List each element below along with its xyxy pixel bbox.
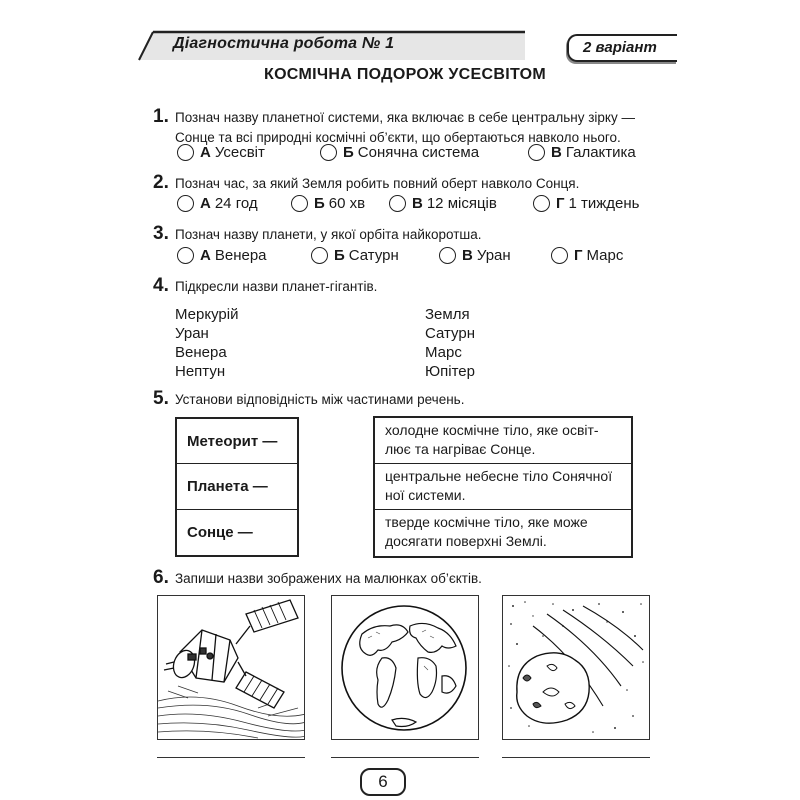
work-title: Діагностична робота № 1: [173, 35, 395, 52]
option-letter: А: [200, 195, 211, 212]
q3-option-c[interactable]: [439, 247, 511, 264]
option-letter: Г: [574, 247, 583, 264]
option-text: Уран: [476, 247, 511, 264]
planet-name[interactable]: Марс: [425, 344, 462, 361]
meteorite-icon: [503, 596, 650, 740]
q1-option-c[interactable]: [528, 144, 636, 161]
option-letter: Б: [314, 195, 325, 212]
option-text: 60 хв: [328, 195, 366, 212]
page-title: КОСМІЧНА ПОДОРОЖ УСЕСВІТОМ: [264, 66, 546, 83]
radio-circle-icon[interactable]: [311, 247, 328, 264]
planet-name[interactable]: Меркурій: [175, 306, 239, 323]
matching-right-item[interactable]: [375, 510, 631, 556]
option-letter: Б: [334, 247, 345, 264]
option-letter: А: [200, 144, 211, 161]
variant-badge: [567, 34, 677, 62]
planet-name[interactable]: Сатурн: [425, 325, 476, 342]
option-letter: А: [200, 247, 211, 264]
question-1-number: 1.: [153, 106, 169, 127]
question-2-text: Познач час, за який Земля робить повний оберт навколо Сонця.: [175, 176, 580, 191]
option-letter: Б: [343, 144, 354, 161]
option-letter: В: [551, 144, 562, 161]
question-4-number: 4.: [153, 275, 169, 296]
option-text: Венера: [214, 247, 267, 264]
matching-left-column: [175, 417, 299, 557]
radio-circle-icon[interactable]: [533, 195, 550, 212]
q1-option-b[interactable]: [320, 144, 479, 161]
planet-name[interactable]: Уран: [175, 325, 209, 342]
planet-name[interactable]: Земля: [425, 306, 470, 323]
q2-option-a[interactable]: [177, 195, 258, 212]
planet-name[interactable]: Юпітер: [425, 363, 475, 380]
option-text: Марс: [586, 247, 624, 264]
option-text: Галактика: [565, 144, 636, 161]
picture-earth: [331, 595, 479, 740]
q2-option-d[interactable]: [533, 195, 640, 212]
question-1-line-2: Сонце та всі природні космічні об’єкти, що обертаються навколо нього.: [175, 130, 621, 145]
option-letter: В: [462, 247, 473, 264]
spacecraft-icon: [158, 596, 305, 740]
matching-right-item[interactable]: [375, 464, 631, 510]
radio-circle-icon[interactable]: [177, 144, 194, 161]
radio-circle-icon[interactable]: [389, 195, 406, 212]
matching-left-item[interactable]: Планета —: [177, 464, 297, 509]
planet-name[interactable]: Венера: [175, 344, 227, 361]
q1-option-a[interactable]: [177, 144, 265, 161]
matching-left-item[interactable]: Метеорит —: [177, 419, 297, 464]
planet-name[interactable]: Нептун: [175, 363, 226, 380]
question-6-number: 6.: [153, 567, 169, 588]
question-6-text: Запиши назви зображених на малюнках об’єктів.: [175, 571, 482, 586]
picture-meteorite: [502, 595, 650, 740]
answer-line-1[interactable]: [157, 757, 305, 759]
option-text: 1 тиждень: [568, 195, 640, 212]
matching-right-column: [373, 416, 633, 558]
q3-option-a[interactable]: [177, 247, 267, 264]
matching-left-item[interactable]: Сонце —: [187, 523, 253, 541]
matching-right-line: центральне небесне тіло Сонячної: [385, 468, 613, 484]
variant-label: 2 варіант: [583, 39, 657, 56]
option-text: 12 місяців: [426, 195, 497, 212]
question-1-line-1: Познач назву планетної системи, яка включає в себе центральну зірку —: [175, 110, 635, 125]
option-letter: Г: [556, 195, 565, 212]
planet-list-left: [175, 305, 238, 381]
option-text: Усесвіт: [214, 144, 265, 161]
radio-circle-icon[interactable]: [439, 247, 456, 264]
answer-line-3[interactable]: [502, 757, 650, 759]
q3-option-b[interactable]: [311, 247, 399, 264]
option-text: 24 год: [214, 195, 258, 212]
question-3-text: Познач назву планети, у якої орбіта найкоротша.: [175, 227, 482, 242]
radio-circle-icon[interactable]: [320, 144, 337, 161]
question-2-number: 2.: [153, 172, 169, 193]
picture-spacecraft: [157, 595, 305, 740]
radio-circle-icon[interactable]: [528, 144, 545, 161]
question-5-number: 5.: [153, 388, 169, 409]
earth-globe-icon: [332, 596, 479, 740]
question-3-number: 3.: [153, 223, 169, 244]
matching-right-line: ної системи.: [385, 487, 466, 503]
question-4-text: Підкресли назви планет-гігантів.: [175, 279, 378, 294]
matching-right-line: холодне космічне тіло, яке освіт-: [385, 422, 599, 438]
option-text: Сатурн: [348, 247, 399, 264]
question-1-text: [175, 108, 635, 148]
work-title-banner: [135, 30, 525, 60]
radio-circle-icon[interactable]: [177, 247, 194, 264]
worksheet-page: [135, 22, 675, 792]
option-text: Сонячна система: [357, 144, 480, 161]
q2-option-b[interactable]: [291, 195, 365, 212]
radio-circle-icon[interactable]: [551, 247, 568, 264]
matching-right-item[interactable]: [375, 418, 631, 464]
question-5-text: Установи відповідність між частинами речень.: [175, 392, 465, 407]
radio-circle-icon[interactable]: [177, 195, 194, 212]
page-number: 6: [360, 768, 406, 796]
option-letter: В: [412, 195, 423, 212]
q3-option-d[interactable]: [551, 247, 623, 264]
radio-circle-icon[interactable]: [291, 195, 308, 212]
answer-line-2[interactable]: [331, 757, 479, 759]
matching-right-line: тверде космічне тіло, яке може: [385, 514, 588, 530]
q2-option-c[interactable]: [389, 195, 497, 212]
matching-right-line: лює та нагріває Сонце.: [385, 441, 536, 457]
planet-list-right: [425, 305, 475, 381]
matching-right-line: досягати поверхні Землі.: [385, 533, 547, 549]
